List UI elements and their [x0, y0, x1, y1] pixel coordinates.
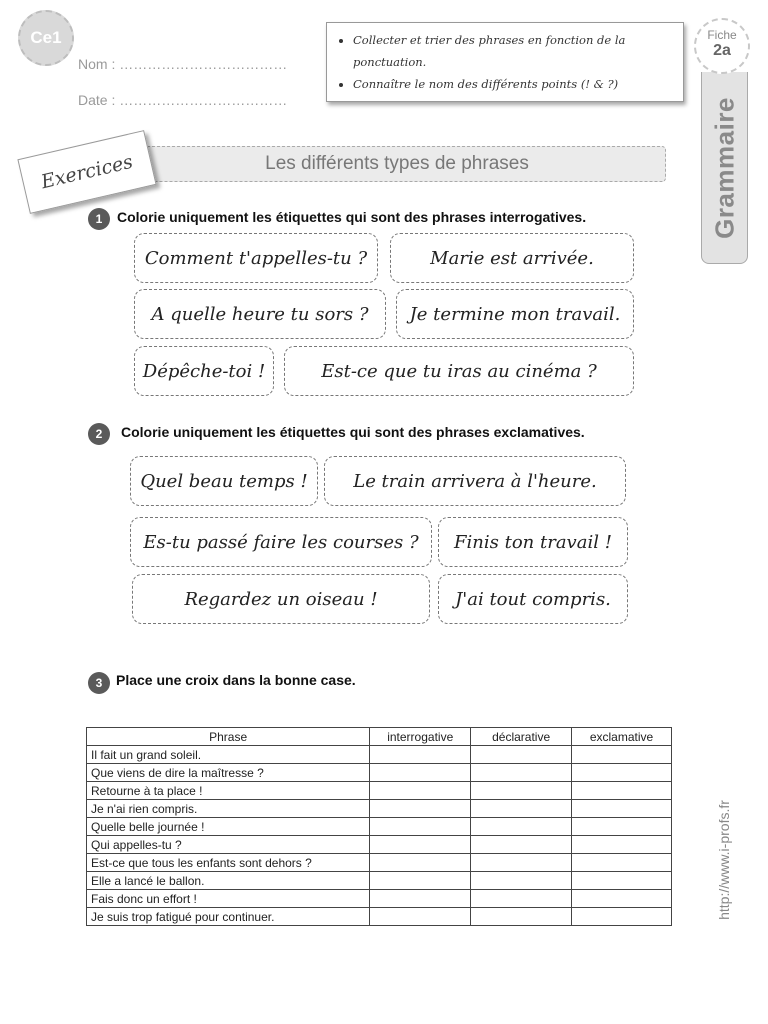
name-line: ………………………………	[119, 56, 288, 72]
exercise-1-number: 1	[88, 208, 110, 230]
sentence-label[interactable]: Quel beau temps !	[130, 456, 318, 506]
table-row	[87, 872, 672, 890]
exercise-2-number: 2	[88, 423, 110, 445]
objective-item: • Collecter et trier des phrases en fonction de la ponctuation.	[353, 29, 673, 73]
interrogative-checkbox-cell[interactable]	[370, 908, 471, 926]
sentence-cell: Que viens de dire la maîtresse ?	[87, 764, 370, 782]
subject-tab	[701, 72, 748, 264]
page-title: Les différents types de phrases	[128, 146, 666, 182]
table-row	[87, 890, 672, 908]
sentence-label[interactable]: Marie est arrivée.	[390, 233, 634, 283]
interrogative-checkbox-cell[interactable]	[370, 890, 471, 908]
fiche-label: Fiche	[707, 28, 737, 42]
table-row	[87, 908, 672, 926]
fiche-badge	[694, 18, 750, 74]
sentence-cell: Je n'ai rien compris.	[87, 800, 370, 818]
column-header-declarative: déclarative	[471, 728, 572, 746]
sentence-cell: Fais donc un effort !	[87, 890, 370, 908]
interrogative-checkbox-cell[interactable]	[370, 764, 471, 782]
declarative-checkbox-cell[interactable]	[471, 782, 572, 800]
declarative-checkbox-cell[interactable]	[471, 836, 572, 854]
fiche-number: 2a	[713, 42, 731, 59]
interrogative-checkbox-cell[interactable]	[370, 800, 471, 818]
interrogative-checkbox-cell[interactable]	[370, 836, 471, 854]
interrogative-checkbox-cell[interactable]	[370, 854, 471, 872]
exclamative-checkbox-cell[interactable]	[572, 800, 672, 818]
exclamative-checkbox-cell[interactable]	[572, 818, 672, 836]
exclamative-checkbox-cell[interactable]	[572, 764, 672, 782]
name-field	[78, 56, 287, 72]
sentence-label[interactable]: J'ai tout compris.	[438, 574, 628, 624]
table-row	[87, 854, 672, 872]
declarative-checkbox-cell[interactable]	[471, 908, 572, 926]
exclamative-checkbox-cell[interactable]	[572, 872, 672, 890]
exclamative-checkbox-cell[interactable]	[572, 746, 672, 764]
table-header-row	[87, 728, 672, 746]
declarative-checkbox-cell[interactable]	[471, 764, 572, 782]
site-url	[704, 780, 744, 940]
exclamative-checkbox-cell[interactable]	[572, 836, 672, 854]
column-header-phrase: Phrase	[87, 728, 370, 746]
table-row	[87, 782, 672, 800]
subject-label: Grammaire	[709, 96, 739, 239]
name-label: Nom :	[78, 56, 116, 72]
sentence-label[interactable]: Le train arrivera à l'heure.	[324, 456, 626, 506]
declarative-checkbox-cell[interactable]	[471, 800, 572, 818]
site-url-text: http://www.i-profs.fr	[716, 800, 732, 920]
date-field	[78, 92, 287, 108]
interrogative-checkbox-cell[interactable]	[370, 872, 471, 890]
objective-item: • Connaître le nom des différents points (! & ?)	[353, 73, 673, 95]
exercise-2-instruction: Colorie uniquement les étiquettes qui sont des phrases exclamatives.	[121, 424, 585, 440]
table-row	[87, 800, 672, 818]
sentence-cell: Elle a lancé le ballon.	[87, 872, 370, 890]
objectives-box	[326, 22, 684, 102]
column-header-interrogative: interrogative	[370, 728, 471, 746]
classification-table	[86, 727, 672, 926]
interrogative-checkbox-cell[interactable]	[370, 818, 471, 836]
interrogative-checkbox-cell[interactable]	[370, 782, 471, 800]
sentence-cell: Quelle belle journée !	[87, 818, 370, 836]
sentence-cell: Est-ce que tous les enfants sont dehors ?	[87, 854, 370, 872]
sentence-cell: Je suis trop fatigué pour continuer.	[87, 908, 370, 926]
sentence-label[interactable]: Dépêche-toi !	[134, 346, 274, 396]
table-row	[87, 764, 672, 782]
declarative-checkbox-cell[interactable]	[471, 818, 572, 836]
interrogative-checkbox-cell[interactable]	[370, 746, 471, 764]
exclamative-checkbox-cell[interactable]	[572, 782, 672, 800]
declarative-checkbox-cell[interactable]	[471, 746, 572, 764]
declarative-checkbox-cell[interactable]	[471, 854, 572, 872]
table-row	[87, 836, 672, 854]
sentence-label[interactable]: Est-ce que tu iras au cinéma ?	[284, 346, 634, 396]
level-badge: Ce1	[18, 10, 74, 66]
date-label: Date :	[78, 92, 116, 108]
sentence-cell: Qui appelles-tu ?	[87, 836, 370, 854]
exclamative-checkbox-cell[interactable]	[572, 890, 672, 908]
exercises-card: Exercices	[17, 130, 156, 214]
date-line: ………………………………	[119, 92, 288, 108]
exclamative-checkbox-cell[interactable]	[572, 854, 672, 872]
table-row	[87, 746, 672, 764]
sentence-label[interactable]: A quelle heure tu sors ?	[134, 289, 386, 339]
sentence-cell: Retourne à ta place !	[87, 782, 370, 800]
sentence-label[interactable]: Finis ton travail !	[438, 517, 628, 567]
sentence-label[interactable]: Comment t'appelles-tu ?	[134, 233, 378, 283]
declarative-checkbox-cell[interactable]	[471, 872, 572, 890]
sentence-label[interactable]: Regardez un oiseau !	[132, 574, 430, 624]
exercise-3-number: 3	[88, 672, 110, 694]
declarative-checkbox-cell[interactable]	[471, 890, 572, 908]
sentence-label[interactable]: Je termine mon travail.	[396, 289, 634, 339]
exercise-3-instruction: Place une croix dans la bonne case.	[116, 672, 356, 688]
exclamative-checkbox-cell[interactable]	[572, 908, 672, 926]
table-row	[87, 818, 672, 836]
sentence-label[interactable]: Es-tu passé faire les courses ?	[130, 517, 432, 567]
sentence-cell: Il fait un grand soleil.	[87, 746, 370, 764]
exercise-1-instruction: Colorie uniquement les étiquettes qui sont des phrases interrogatives.	[117, 209, 587, 225]
column-header-exclamative: exclamative	[572, 728, 672, 746]
